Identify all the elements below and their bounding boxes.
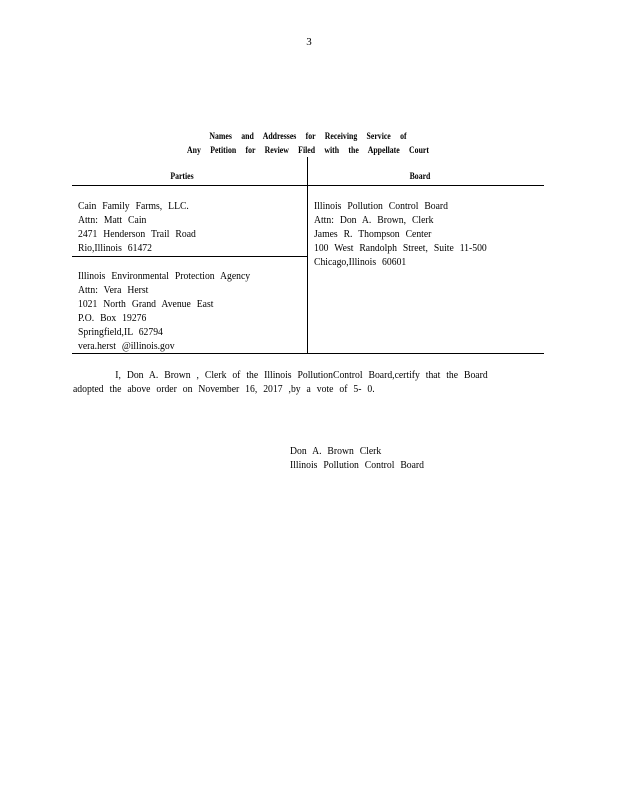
party-cain-family-farms — [78, 199, 196, 255]
certification-paragraph — [73, 368, 545, 396]
address-line: Illinois Environmental Protection Agency — [78, 270, 251, 282]
address-line: 2471 Henderson Trail Road — [78, 228, 196, 240]
page-number: 3 — [306, 36, 312, 48]
certification-line-2: adopted the above order on November 16, 2017 ,by a vote of 5- 0. — [73, 383, 375, 395]
address-line: Illinois Pollution Control Board — [314, 200, 448, 212]
address-line: 100 West Randolph Street, Suite 11-500 — [314, 242, 487, 254]
parties-column-header: Parties — [170, 172, 194, 182]
address-line: Attn: Vera Herst — [78, 284, 149, 296]
table-top-rule — [72, 185, 544, 186]
table-title-line-1: Names and Addresses for Receiving Service of — [209, 132, 407, 142]
table-title-line-2: Any Petition for Review Filed with the Appellate Court — [187, 146, 429, 156]
address-line: James R. Thompson Center — [314, 228, 432, 240]
address-line: Attn: Don A. Brown, Clerk — [314, 214, 434, 226]
address-line: Chicago,Illinois 60601 — [314, 256, 407, 268]
address-line: 1021 North Grand Avenue East — [78, 298, 214, 310]
address-line: Cain Family Farms, LLC. — [78, 200, 189, 212]
signature-block — [290, 444, 424, 472]
address-line: Rio,Illinois 61472 — [78, 242, 152, 254]
email-address: vera.herst @illinois.gov — [78, 340, 175, 352]
party-illinois-epa — [78, 269, 250, 353]
table-title — [114, 130, 501, 158]
signature-title: Illinois Pollution Control Board — [290, 459, 424, 471]
signature-name: Don A. Brown Clerk — [290, 445, 382, 457]
certification-line-1: I, Don A. Brown , Clerk of the Illinois PollutionControl Board,certify that the Board — [115, 369, 488, 381]
table-bottom-rule — [72, 353, 544, 354]
table-column-divider — [307, 157, 308, 353]
address-line: Attn: Matt Cain — [78, 214, 147, 226]
board-address — [314, 199, 487, 269]
parties-row-divider — [72, 256, 307, 257]
board-column-header: Board — [409, 172, 431, 182]
address-line: Springfield,IL 62794 — [78, 326, 163, 338]
address-line: P.O. Box 19276 — [78, 312, 147, 324]
